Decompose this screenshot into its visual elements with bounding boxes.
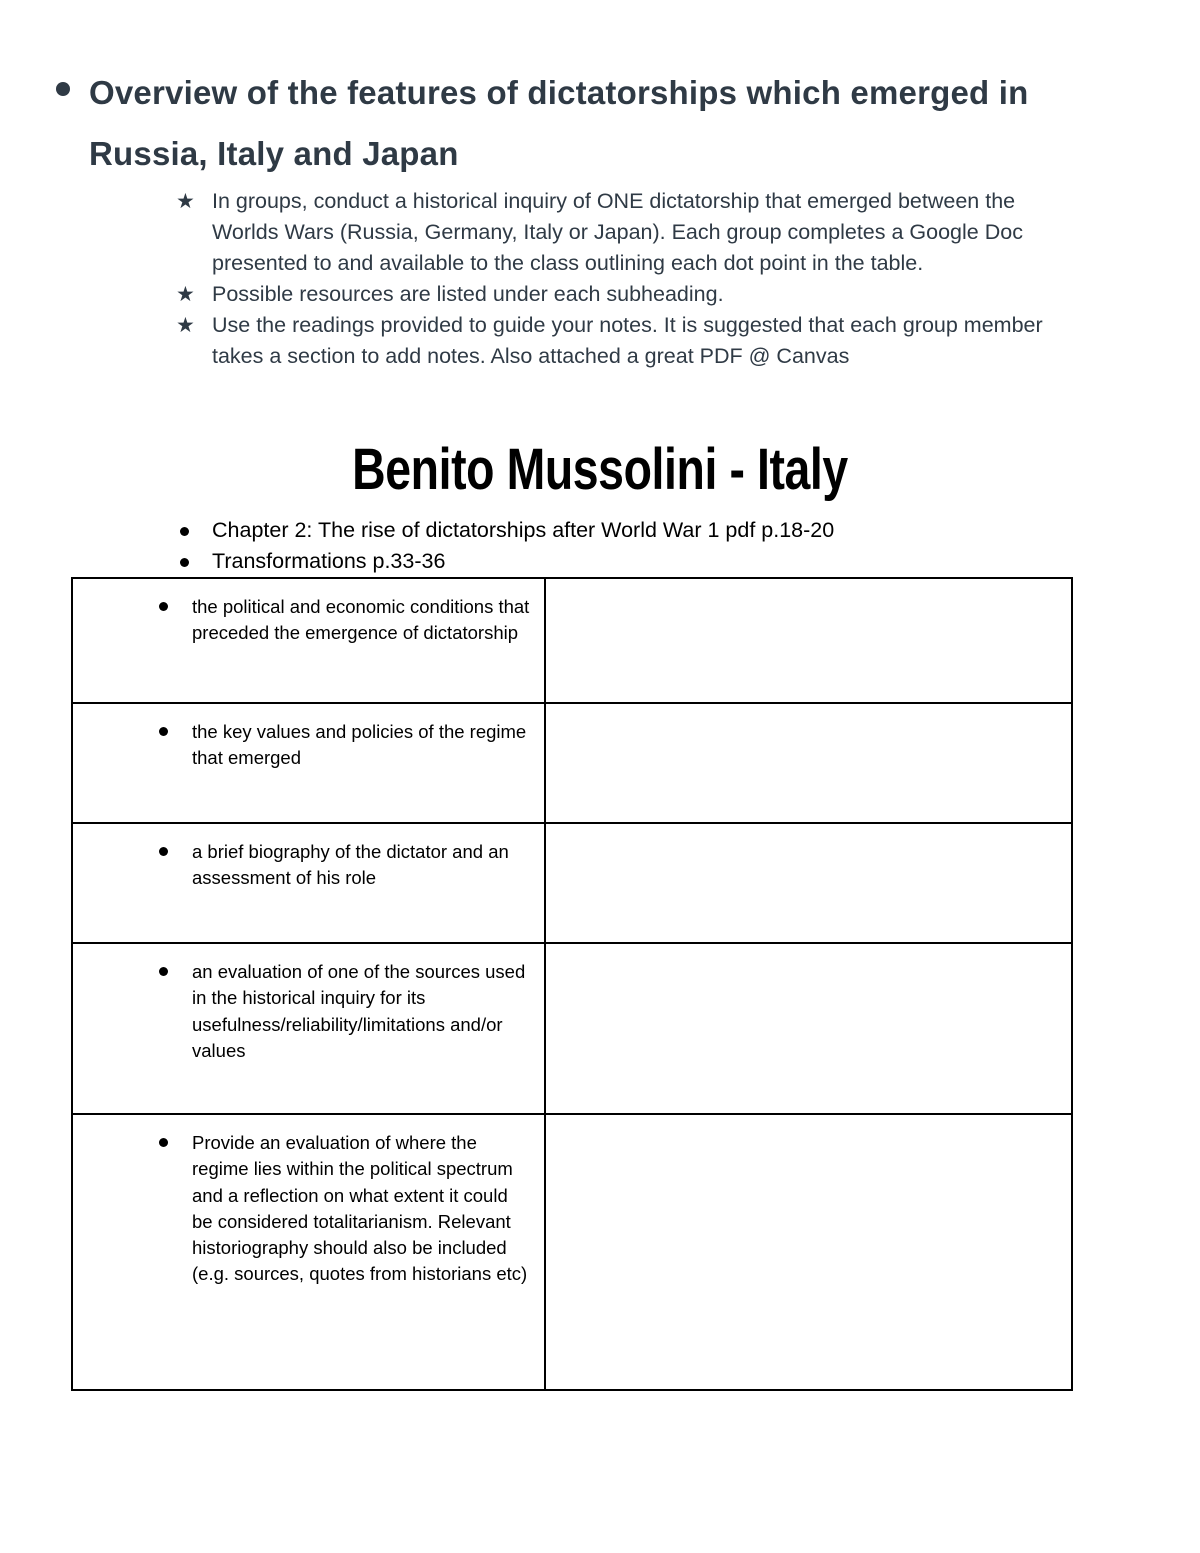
- table-row: [72, 823, 1072, 943]
- answer-cell[interactable]: [545, 943, 1072, 1114]
- answer-cell[interactable]: [545, 578, 1072, 703]
- instruction-item: [176, 310, 1066, 372]
- overview-heading: Overview of the features of dictatorships which emerged in Russia, Italy and Japan: [89, 74, 1029, 172]
- bullet-icon: [159, 727, 168, 736]
- bullet-icon: [159, 1138, 168, 1147]
- resource-item: [176, 546, 1076, 577]
- resource-text: Transformations p.33-36: [212, 549, 446, 573]
- instruction-list: [176, 186, 1066, 372]
- bullet-icon: [56, 82, 70, 96]
- bullet-icon: [180, 527, 189, 536]
- resource-text: Chapter 2: The rise of dictatorships after World War 1 pdf p.18-20: [212, 518, 835, 542]
- prompt-cell: [72, 703, 545, 823]
- instruction-text: In groups, conduct a historical inquiry of ONE dictatorship that emerged between the Worlds Wars (Russia, Germany, Italy or Japan). Each group completes a Google Doc presented to and available to the class outlining each dot point in the table.: [212, 189, 1023, 275]
- bullet-icon: [159, 602, 168, 611]
- star-icon: ★: [176, 189, 195, 213]
- instruction-text: Possible resources are listed under each subheading.: [212, 282, 724, 306]
- prompt-text: an evaluation of one of the sources used in the historical inquiry for its usefulness/reliability/limitations and/or values: [192, 961, 526, 1061]
- table-row: [72, 578, 1072, 703]
- instruction-item: [176, 279, 1066, 310]
- star-icon: ★: [176, 313, 195, 337]
- prompt-text: a brief biography of the dictator and an assessment of his role: [192, 841, 509, 889]
- resource-item: [176, 515, 1076, 546]
- answer-cell[interactable]: [545, 703, 1072, 823]
- table-row: [72, 943, 1072, 1114]
- table-row: [72, 1114, 1072, 1390]
- bullet-icon: [180, 558, 189, 567]
- answer-cell[interactable]: [545, 1114, 1072, 1390]
- instruction-text: Use the readings provided to guide your notes. It is suggested that each group member takes a section to add notes. Also attached a great PDF @ Canvas: [212, 313, 1043, 368]
- table-row: [72, 703, 1072, 823]
- prompt-cell: [72, 943, 545, 1114]
- prompt-text: the political and economic conditions that preceded the emergence of dictatorship: [192, 596, 530, 644]
- star-icon: ★: [176, 282, 195, 306]
- inquiry-table: [71, 577, 1073, 1391]
- bullet-icon: [159, 847, 168, 856]
- page-title: Benito Mussolini - Italy: [352, 437, 848, 502]
- prompt-cell: [72, 1114, 545, 1390]
- prompt-cell: [72, 823, 545, 943]
- instruction-item: [176, 186, 1066, 279]
- prompt-text: Provide an evaluation of where the regime lies within the political spectrum and a reflection on what extent it could be considered totalitarianism. Relevant historiography should also be included (e.g. sources, quotes from historians etc): [192, 1132, 528, 1285]
- bullet-icon: [159, 967, 168, 976]
- prompt-cell: [72, 578, 545, 703]
- answer-cell[interactable]: [545, 823, 1072, 943]
- prompt-text: the key values and policies of the regime that emerged: [192, 721, 527, 769]
- resource-list: [176, 515, 1076, 577]
